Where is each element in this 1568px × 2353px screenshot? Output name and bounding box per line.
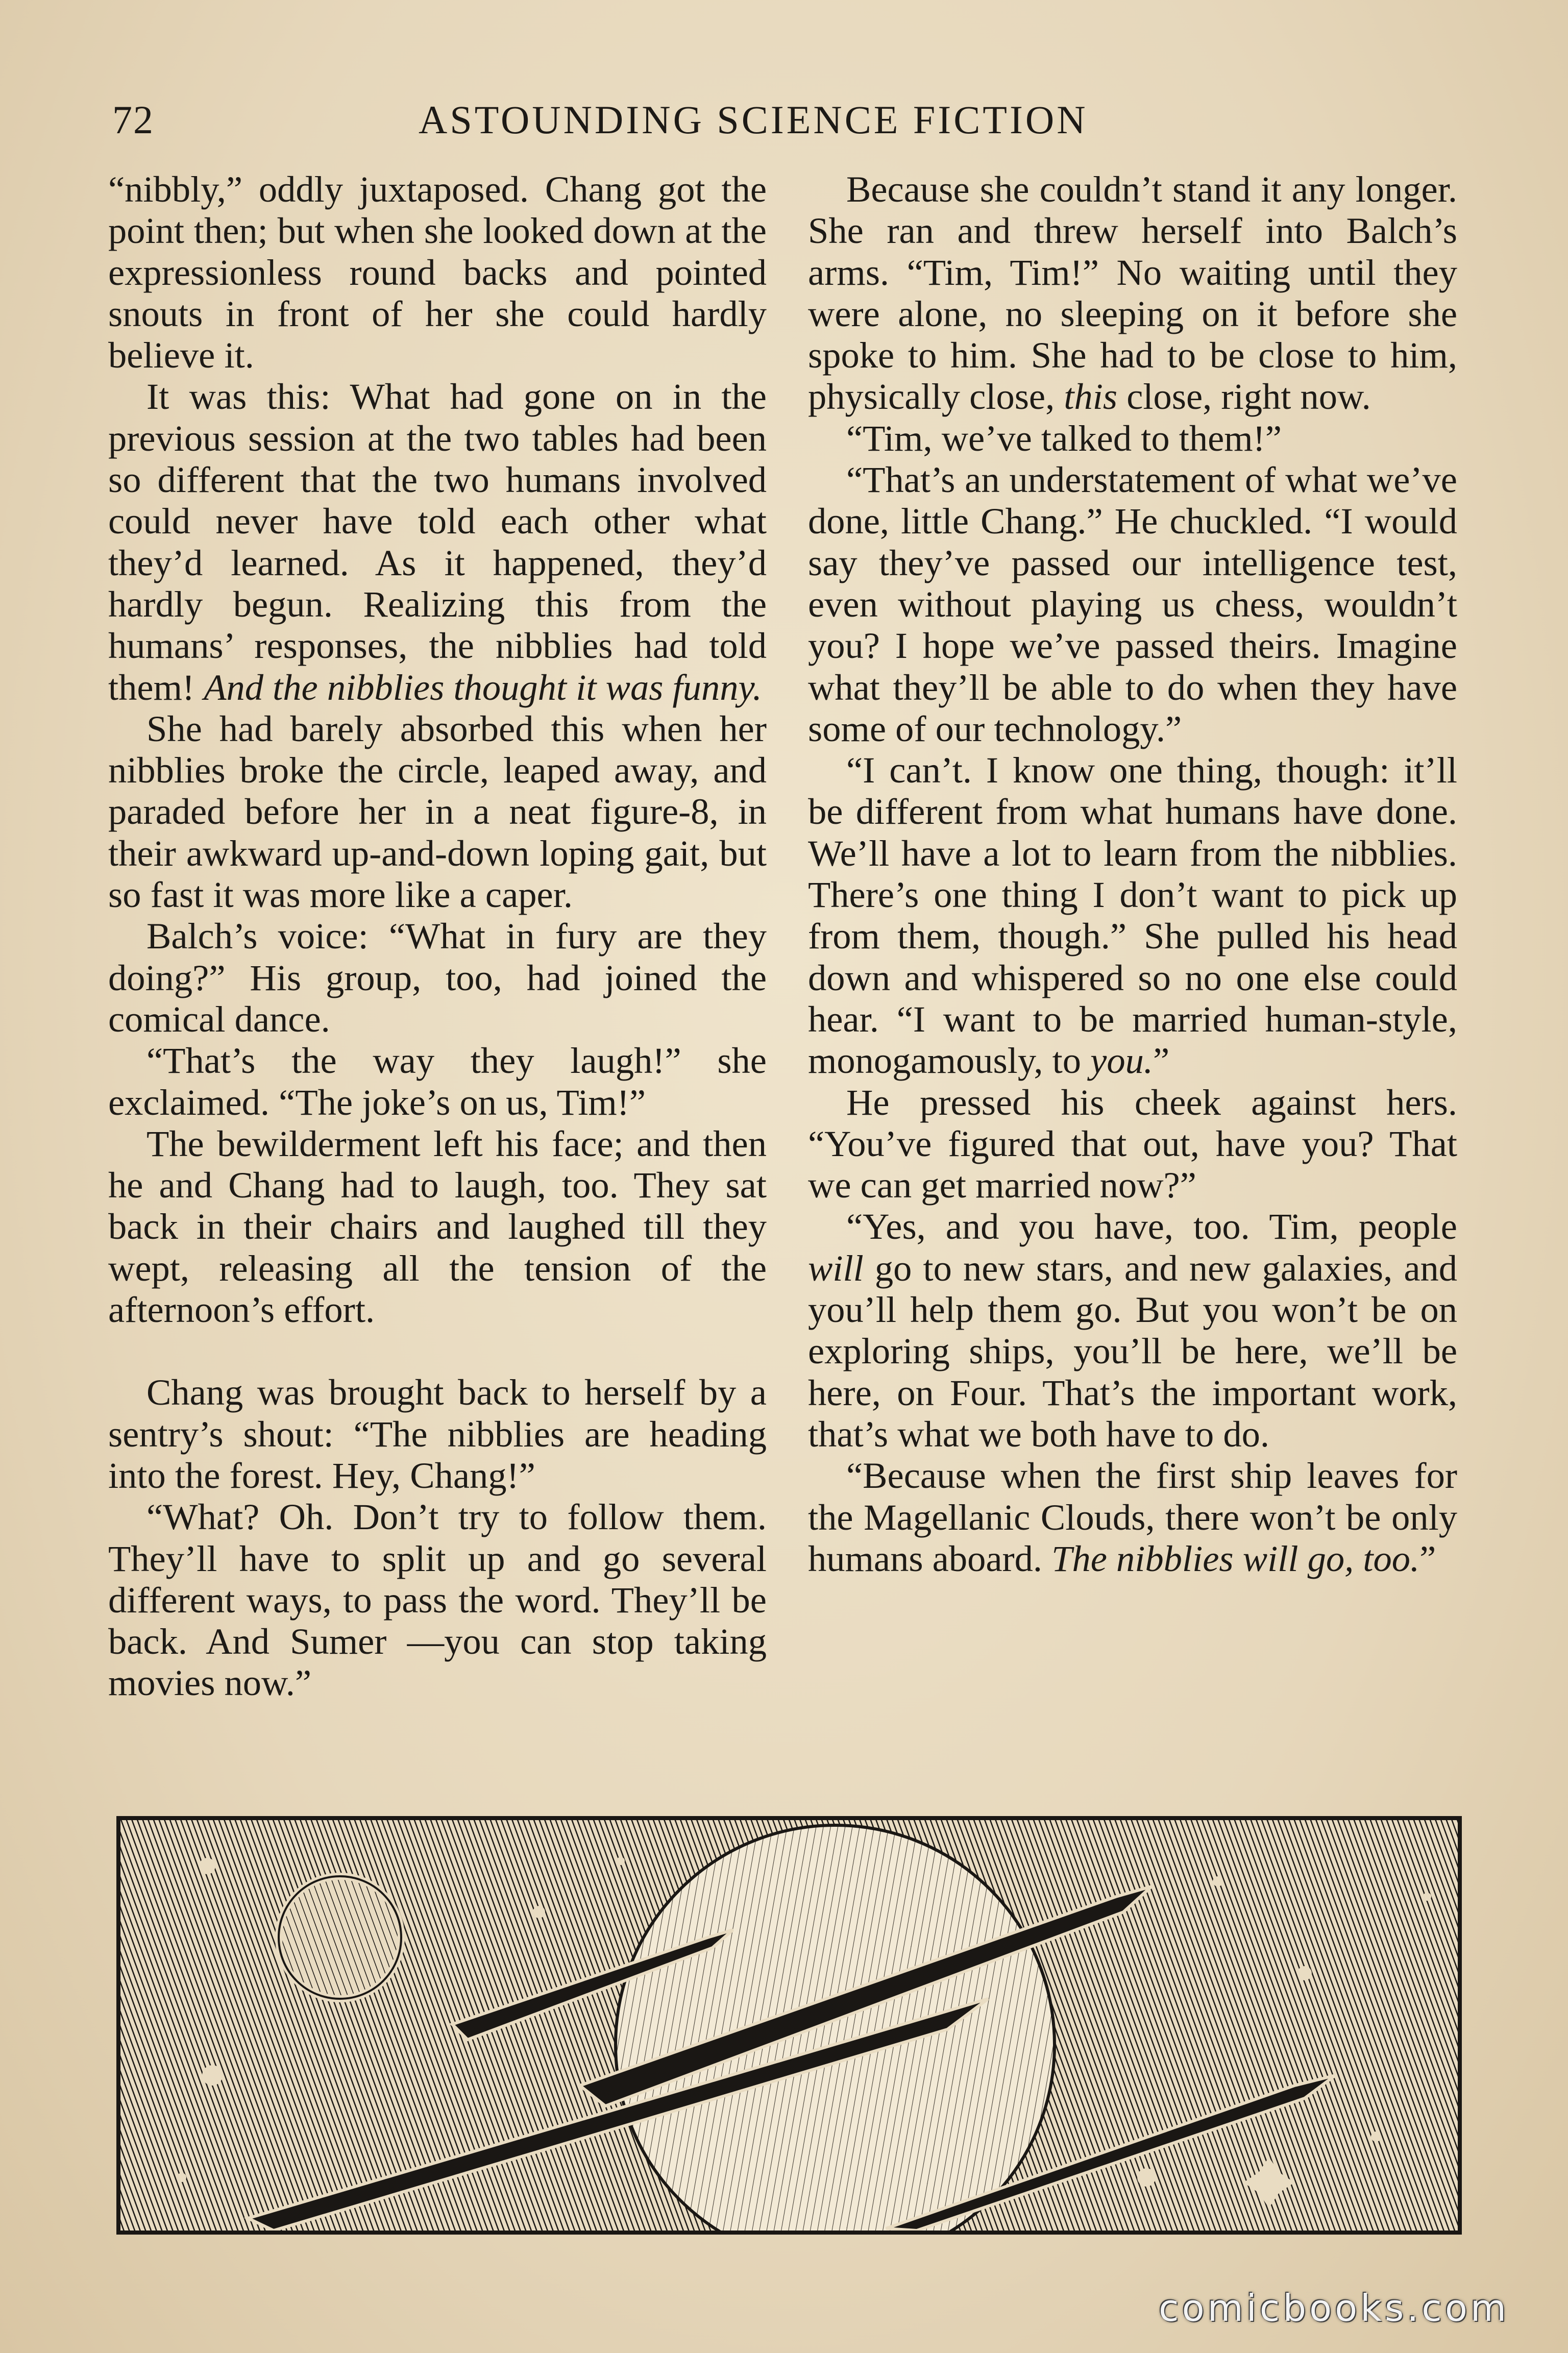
paragraph: Chang was brought back to herself by a sentry’s shout: “The nibblies are heading into the forest. Hey, Chang!” [108,1371,767,1496]
paragraph: “nibbly,” oddly juxtaposed. Chang got the point then; but when she looked down at the expressionless round backs and pointed snouts in front of her she could hardly believe it. [108,168,767,376]
paragraph: “Yes, and you have, too. Tim, people will go to new stars, and new galaxies, and you’ll help them go. But you won’t be on exploring ships, you’ll be here, we’ll be here, on Four. That’s the important work, that’s what we both have to do. [808,1206,1457,1455]
paragraph: Balch’s voice: “What in fury are they doing?” His group, too, had joined the comical dance. [108,915,767,1040]
paragraph: She had barely absorbed this when her nibblies broke the circle, leaped away, and paraded before her in a neat figure-8, in their awkward up-and-down loping gait, but so fast it was more like a caper. [108,707,767,916]
paragraph: “Because when the first ship leaves for the Magellanic Clouds, there won’t be only humans aboard. The nibblies will go, too.” [808,1455,1457,1579]
paragraph: It was this: What had gone on in the previous session at the two tables had been so different that the two humans involved could never have told each other what they’d learned. As it happened, they’d hardly begun. Realizing this from the humans’ responses, the nibblies had told them! And the nibblies thought it was funny. [108,376,767,708]
paragraph: “Tim, we’ve talked to them!” [846,417,1282,459]
paragraph: “What? Oh. Don’t try to follow them. They’ll have to split up and go several different ways, to pass the word. They’ll be back. And Sumer —you can stop taking movies now.” [108,1496,767,1704]
paragraph: “That’s the way they laugh!” she exclaimed. “The joke’s on us, Tim!” [108,1040,767,1123]
paragraph: “That’s an understatement of what we’ve done, little Chang.” He chuckled. “I would say they’ve passed our intelligence test, even without playing us chess, wouldn’t you? I hope we’ve passed theirs. Imagine what they’ll be able to do when they have some of our technology.” [808,459,1457,749]
left-column [108,168,767,1704]
paragraph: “I can’t. I know one thing, though: it’ll be different from what humans have done. We’ll have a lot to learn from the nibblies. There’s one thing I don’t want to pick up from them, though.” She pulled his head down and whispered so no one else could hear. “I want to be married human-style, monogamously, to you.” [808,749,1457,1082]
rocket-planet-illustration [116,1816,1462,2235]
paragraph: The bewilderment left his face; and then he and Chang had to laugh, too. They sat back in their chairs and laughed till they wept, releasing all the tension of the afternoon’s effort. [108,1122,767,1331]
paragraph: Because she couldn’t stand it any longer. She ran and threw herself into Balch’s arms. “Tim, Tim!” No waiting until they were alone, no sleeping on it before she spoke to him. She had to be close to him, physically close, this close, right now. [808,168,1457,418]
watermark: comicbooks.com [1159,2287,1510,2330]
right-column [808,168,1457,1579]
page-header [112,97,1174,153]
running-title: ASTOUNDING SCIENCE FICTION [419,97,1088,142]
page-number: 72 [112,97,154,142]
paragraph: He pressed his cheek against hers. “You’ve figured that out, have you? That we can get married now?” [808,1081,1457,1206]
